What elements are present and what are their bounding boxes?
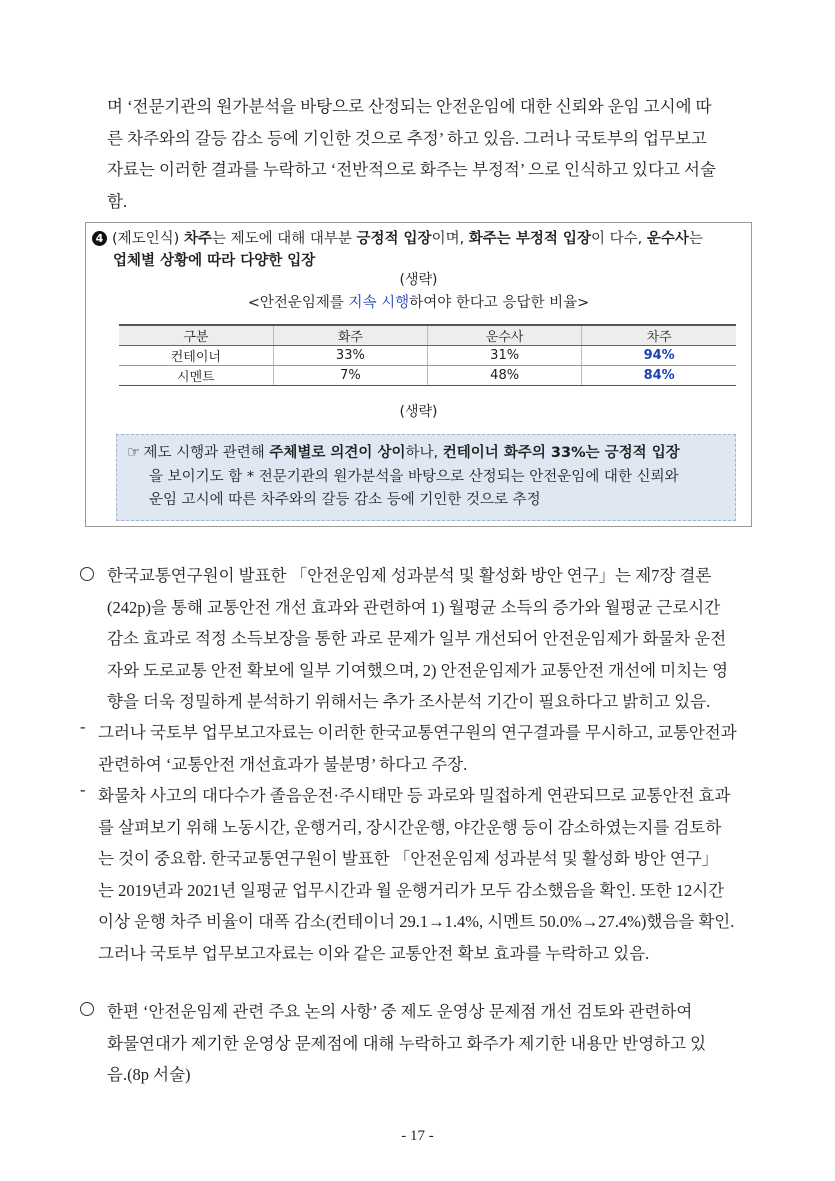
paragraph-line: 자와 도로교통 안전 확보에 일부 기여했으며, 2) 안전운임제가 교통안전 개선에 미치는 영 [107, 660, 729, 680]
pointing-hand-icon: ☞ [127, 443, 141, 461]
note-bold-text: 주체별로 의견이 상이 [269, 445, 406, 461]
paragraph-line: 는 것이 중요함. 한국교통연구원이 발표한 「안전운임제 성과분석 및 활성화 방안 연구」 [98, 849, 719, 868]
paragraph-line: 는 2019년과 2021년 일평균 업무시간과 월 운행거리가 모두 감소했음을 확인. 또한 12시간 [98, 880, 725, 900]
page-number: - 17 - [401, 1128, 434, 1144]
heading-text: 이 다수, [590, 231, 647, 247]
table-cell: 33% [273, 346, 427, 366]
paragraph-line: 를 살펴보기 위해 노동시간, 운행거리, 장시간운행, 야간운행 등이 감소하였는지를 검토하 [98, 817, 722, 837]
paragraph-line: 음.(8p 서술) [107, 1065, 191, 1084]
paragraph-research-findings [107, 560, 757, 718]
paragraph-safety-effects [98, 780, 757, 969]
circle-bullet-icon [80, 1002, 94, 1016]
paragraph-line: (242p)을 통해 교통안전 개선 효과와 관련하여 1) 월평균 소득의 증가와 월평균 근로시간 [107, 597, 721, 617]
circle-bullet-icon [80, 567, 94, 581]
omission-mark: (생략) [399, 404, 438, 420]
paragraph-line: 화물연대가 제기한 운영상 문제점에 대해 누락하고 화주가 제기한 내용만 반영하고 있 [107, 1033, 707, 1053]
table-cell-highlight: 94% [582, 346, 736, 366]
response-rate-table [119, 324, 736, 386]
summary-note [116, 434, 736, 521]
note-text: 제도 시행과 관련해 [143, 445, 270, 461]
dash-bullet: - [80, 780, 86, 799]
paragraph-line: 감소 효과로 적정 소득보장을 통한 과로 문제가 일부 개선되어 안전운임제가 화물차 운전 [107, 629, 727, 648]
table-cell: 시멘트 [119, 366, 273, 386]
note-text: 하나, [405, 445, 443, 461]
paragraph-line: 화물차 사고의 대다수가 졸음운전·주시태만 등 과로와 밀접하게 연관되므로 교통안전 효과 [98, 786, 731, 805]
heading-text: (제도인식) [112, 231, 184, 247]
caption-text: <안전운임제를 [247, 295, 349, 311]
table-header-row [119, 325, 736, 346]
column-header: 운수사 [428, 325, 582, 346]
intro-line: 자료는 이러한 결과를 누락하고 ‘전반적으로 화주는 부정적’ 으로 인식하고 있다고 서술 [107, 160, 716, 179]
paragraph-ministry-claim [98, 717, 757, 780]
paragraph-line: 향을 더욱 정밀하게 분석하기 위해서는 추가 조사분석 기간이 필요하다고 밝히고 있음. [107, 692, 711, 711]
paragraph-line: 한국교통연구원이 발표한 「안전운임제 성과분석 및 활성화 방안 연구」는 제7장 결론 [107, 566, 712, 585]
paragraph-line: 한편 ‘안전운임제 관련 주요 논의 사항’ 중 제도 운영상 문제점 개선 검토와 관련하여 [107, 1002, 693, 1021]
table-row [119, 346, 736, 366]
number-4-badge-icon: 4 [92, 231, 107, 246]
note-text: 운임 고시에 따른 차주와의 갈등 감소 등에 기인한 것으로 추정 [149, 492, 541, 508]
dash-bullet: - [80, 717, 86, 736]
table-row [119, 366, 736, 386]
heading-text: 는 제도에 대해 대부분 [211, 231, 357, 247]
table-cell-highlight: 84% [582, 366, 736, 386]
column-header: 화주 [273, 325, 427, 346]
paragraph-line: 관련하여 ‘교통안전 개선효과가 불분명’ 하다고 주장. [98, 754, 468, 774]
summary-note-text [127, 441, 729, 513]
intro-line: 른 차주와의 갈등 감소 등에 기인한 것으로 추정’ 하고 있음. 그러나 국토부의 업무보고 [107, 128, 707, 148]
heading-text: 이며, [431, 231, 469, 247]
paragraph-operational-issues [107, 996, 757, 1091]
intro-line: 함. [107, 191, 128, 211]
intro-line: 며 ‘전문기관의 원가분석을 바탕으로 산정되는 안전운임에 대한 신뢰와 운임 고시에 따 [107, 97, 712, 116]
quoted-excerpt-box [85, 222, 752, 527]
paragraph-line: 그러나 국토부 업무보고자료는 이와 같은 교통안전 확보 효과를 누락하고 있음. [98, 943, 650, 963]
heading-bold-text: 화주는 부정적 입장 [468, 231, 591, 247]
note-bold-text: 컨테이너 화주의 33%는 긍정적 입장 [442, 445, 680, 461]
heading-bold-text: 차주 [183, 231, 212, 247]
table-cell: 컨테이너 [119, 346, 273, 366]
intro-paragraph [107, 91, 757, 217]
heading-bold-text: 업체별 상황에 따라 다양한 입장 [113, 253, 316, 269]
box-heading [92, 228, 747, 272]
table-cell: 48% [428, 366, 582, 386]
table-caption [86, 291, 751, 312]
heading-bold-text: 긍정적 입장 [356, 231, 432, 247]
heading-text: 는 [688, 231, 703, 247]
table-cell: 31% [428, 346, 582, 366]
note-text: 을 보이기도 함 * 전문기관의 원가분석을 바탕으로 산정되는 안전운임에 대한 신뢰와 [149, 468, 679, 485]
caption-text: 하여야 한다고 응답한 비율> [409, 295, 590, 311]
paragraph-line: 이상 운행 차주 비율이 대폭 감소(컨테이너 29.1→1.4%, 시멘트 50.0%→27.4%)했음을 확인. [98, 912, 735, 931]
omission-mark: (생략) [399, 272, 438, 288]
column-header: 구분 [119, 325, 273, 346]
heading-bold-text: 운수사 [646, 231, 689, 247]
table-cell: 7% [273, 366, 427, 386]
caption-highlight: 지속 시행 [348, 295, 410, 311]
column-header: 차주 [582, 325, 736, 346]
paragraph-line: 그러나 국토부 업무보고자료는 이러한 한국교통연구원의 연구결과를 무시하고, 교통안전과 [98, 723, 737, 742]
